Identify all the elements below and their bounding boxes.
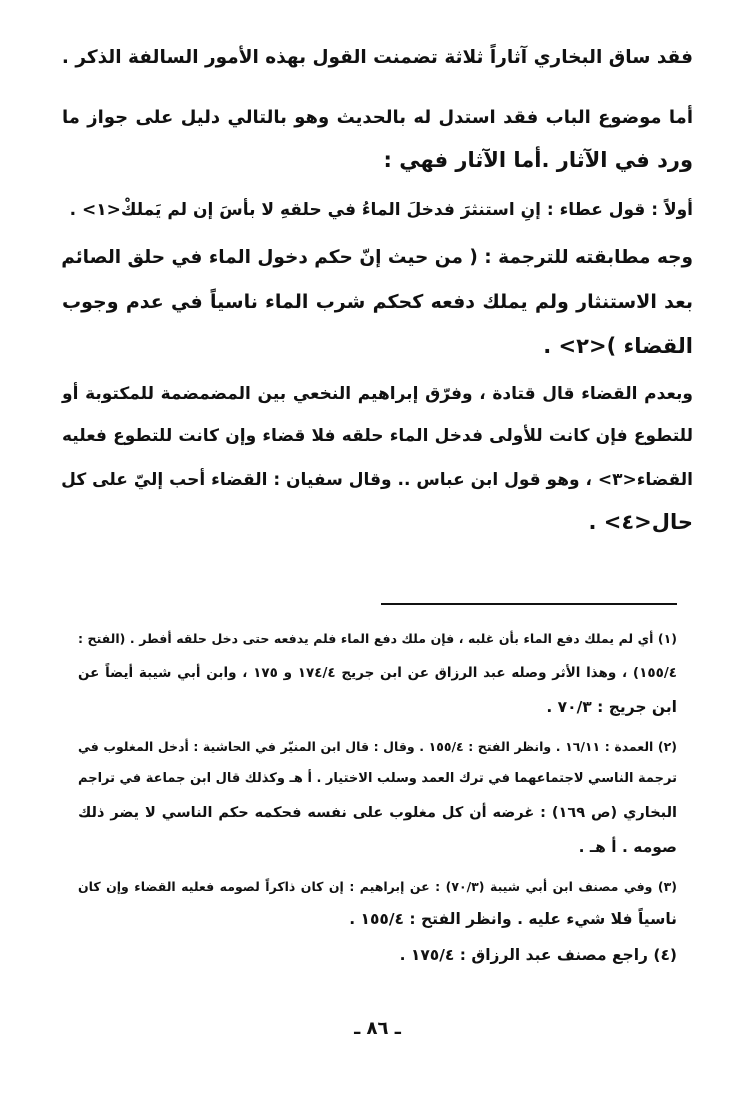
footnote-2-line-4: صومه . أ هـ . — [578, 838, 677, 856]
body-paragraph-2-line-1: أما موضوع الباب فقد استدل له بالحديث وهو بالتالي دليل على جواز ما — [62, 107, 693, 128]
footnote-1-line-3: ابن جريج : ٧٠/٣ . — [546, 698, 677, 716]
correspondence-heading: وجه مطابقته للترجمة — [498, 247, 693, 268]
footnote-2-line-3: البخاري (ص ١٦٩) : غرضه أن كل مغلوب على نفسه فحكمه حكم الناسي لا يضر ذلك — [78, 805, 677, 821]
footnote-2-line-2: ترجمة الناسي لاجتماعهما في ترك العمد وسلب الاختيار . أ هـ وكذلك قال ابن جماعة في تراجم — [78, 771, 677, 786]
body-paragraph-1-line-1: فقد ساق البخاري آثاراً ثلاثة تضمنت القول بهذه الأمور السالفة الذكر . — [61, 47, 693, 68]
body-paragraph-4-line-3: القضاء )<٢> . — [543, 334, 693, 358]
first-text: : قول عطاء : إنِ استنثرَ فدخلَ الماءُ في حلقهِ لا بأسَ إن لم يَملكْ<١> . — [69, 200, 664, 220]
body-paragraph-2-line-2: ورد في الآثار .أما الآثار فهي : — [383, 148, 693, 172]
body-paragraph-5-line-4: حال<٤> . — [588, 510, 693, 534]
footnote-separator — [381, 603, 677, 605]
footnote-2-line-1: (٢) العمدة : ١٦/١١ . وانظر الفتح : ١٥٥/٤ . وقال : قال ابن المنيّر في الحاشية : أدخل المغلوب في — [78, 739, 677, 754]
correspondence-text: : ( من حيث إنّ حكم دخول الماء في حلق الصائم — [61, 247, 499, 268]
footnote-4-line-1: (٤) راجع مصنف عبد الرزاق : ١٧٥/٤ . — [399, 946, 677, 964]
body-paragraph-4-line-2: بعد الاستنثار ولم يملك دفعه كحكم شرب الماء ناسياً في عدم وجوب — [62, 291, 693, 313]
footnote-3-line-1: (٣) وفي مصنف ابن أبي شيبة (٧٠/٣) : عن إبراهيم : إن كان ذاكراً لصومه فعليه القضاء وإن كان — [78, 879, 677, 894]
page-number: ـ ٨٦ ـ — [354, 1018, 401, 1039]
footnote-3-line-2: ناسياً فلا شيء عليه . وانظر الفتح : ١٥٥/٤ . — [349, 910, 677, 928]
body-paragraph-3-line-1 — [62, 196, 693, 224]
footnote-1-line-2: ١٥٥/٤) ، وهذا الأثر وصله عبد الرزاق عن ابن جريج ١٧٤/٤ و ١٧٥ ، وابن أبي شيبة أيضاً عن — [78, 665, 677, 681]
body-paragraph-5-line-3: القضاء<٣> ، وهو قول ابن عباس .. وقال سفيان : القضاء أحب إليّ على كل — [61, 470, 693, 490]
footnote-1-line-1: (١) أي لم يملك دفع الماء بأن غلبه ، فإن ملك دفع الماء فلم يدفعه حتى دخل حلقه أفطر . (الفتح : — [78, 631, 677, 646]
body-paragraph-4-line-1 — [62, 244, 693, 272]
body-paragraph-5-line-2: للتطوع فإن كانت للأولى فدخل الماء حلقه فلا قضاء وإن كانت للتطوع فعليه — [62, 426, 693, 446]
first-heading: أولاً — [663, 200, 693, 220]
body-paragraph-5-line-1: وبعدم القضاء قال قتادة ، وفرّق إبراهيم النخعي بين المضمضمة للمكتوبة أو — [62, 384, 693, 404]
